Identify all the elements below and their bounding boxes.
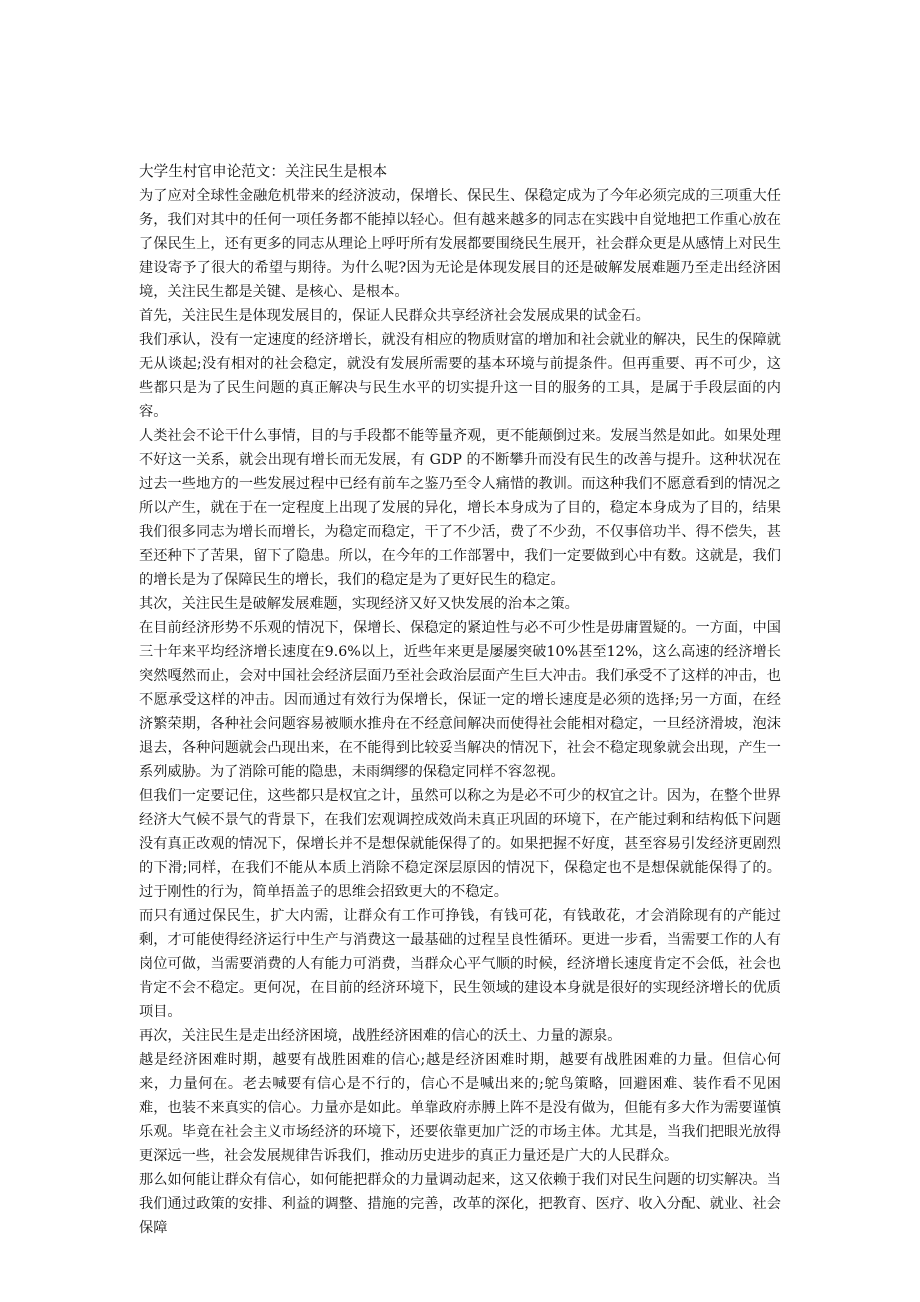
- paragraph-last: 那么如何能让群众有信心，如何能把群众的力量调动起来，这又依赖于我们对民生问题的切实解决。当我们通过政策的安排、利益的调整、措施的完善，改革的深化，把教育、医疗、收入分配、就业、社会保障: [139, 1172, 781, 1236]
- paragraph: 而只有通过保民生，扩大内需，让群众有工作可挣钱，有钱可花，有钱敢花，才会消除现有的产能过剩，才可能使得经济运行中生产与消费这一最基础的过程呈良性循环。更进一步看，当需要工作的人有岗位可做，当需要消费的人有能力可消费，当群众心平气顺的时候，经济增长速度肯定不会低，社会也肯定不会不稳定。更何况，在目前的经济环境下，民生领域的建设本身就是很好的实现经济增长的优质项目。: [139, 908, 781, 1020]
- article-title: 大学生村官申论范文：关注民生是根本: [139, 163, 388, 180]
- paragraph: 但我们一定要记住，这些都只是权宜之计，虽然可以称之为是必不可少的权宜之计。因为，在整个世界经济大气候不景气的背景下，在我们宏观调控成效尚未真正巩固的环境下，在产能过剩和结构低下问题没有真正改观的情况下，保增长并不是想保就能保得了的。如果把握不好度，甚至容易引发经济更剧烈的下滑;同样，在我们不能从本质上消除不稳定深层原因的情况下，保稳定也不是想保就能保得了的。过于刚性的行为，简单捂盖子的思维会招致更大的不稳定。: [139, 788, 781, 900]
- paragraph-intro: 为了应对全球性金融危机带来的经济波动，保增长、保民生、保稳定成为了今年必须完成的三项重大任务，我们对其中的任何一项任务都不能掉以轻心。但有越来越多的同志在实践中自觉地把工作重心放在了保民生上，还有更多的同志从理论上呼吁所有发展都要围绕民生展开，社会群众更是从感情上对民生建设寄予了很大的希望与期待。为什么呢?因为无论是体现发展目的还是破解发展难题乃至走出经济困境，关注民生都是关键、是核心、是根本。: [139, 188, 781, 300]
- paragraph: 越是经济困难时期，越要有战胜困难的信心;越是经济困难时期，越要有战胜困难的力量。但信心何来，力量何在。老去喊要有信心是不行的，信心不是喊出来的;鸵鸟策略，回避困难、装作看不见困难，也装不来真实的信心。力量亦是如此。单靠政府赤膊上阵不是没有做为，但能有多大作为需要谨慎乐观。毕竟在社会主义市场经济的环境下，还要依靠更加广泛的市场主体。尤其是，当我们把眼光放得更深远一些，社会发展规律告诉我们，推动历史进步的真正力量还是广大的人民群众。: [139, 1052, 781, 1164]
- article-body: [139, 160, 781, 1240]
- paragraph-second-point: 其次，关注民生是破解发展难题，实现经济又好又快发展的治本之策。: [139, 596, 579, 612]
- paragraph: 在目前经济形势不乐观的情况下，保增长、保稳定的紧迫性与必不可少性是毋庸置疑的。一方面，中国三十年来平均经济增长速度在9.6%以上，近些年来更是屡屡突破10%甚至12%，这么高速的经济增长突然嘎然而止，会对中国社会经济层面乃至社会政治层面产生巨大冲击。我们承受不了这样的冲击，也不愿承受这样的冲击。因而通过有效行为保增长，保证一定的增长速度是必须的选择;另一方面，在经济繁荣期，各种社会问题容易被顺水推舟在不经意间解决而使得社会能相对稳定，一旦经济滑坡，泡沫退去，各种问题就会凸现出来，在不能得到比较妥当解决的情况下，社会不稳定现象就会出现，产生一系列威胁。为了消除可能的隐患，未雨绸缪的保稳定同样不容忽视。: [139, 620, 781, 780]
- paragraph-third-point: 再次，关注民生是走出经济困境，战胜经济困难的信心的沃土、力量的源泉。: [139, 1028, 622, 1044]
- paragraph-first-point: 首先，关注民生是体现发展目的，保证人民群众共享经济社会发展成果的试金石。: [139, 308, 650, 324]
- paragraph: 人类社会不论干什么事情，目的与手段都不能等量齐观，更不能颠倒过来。发展当然是如此。如果处理不好这一关系，就会出现有增长而无发展，有 GDP 的不断攀升而没有民生的改善与提升。这种状况在过去一些地方的一些发展过程中已经有前车之鉴乃至令人痛惜的教训。而这种我们不愿意看到的情况之所以产生，就在于在一定程度上出现了发展的异化，增长本身成为了目的，稳定本身成为了目的，结果我们很多同志为增长而增长，为稳定而稳定，干了不少活，费了不少劲，不仅事倍功半、得不偿失，甚至还种下了苦果，留下了隐患。所以，在今年的工作部署中，我们一定要做到心中有数。这就是，我们的增长是为了保障民生的增长，我们的稳定是为了更好民生的稳定。: [139, 428, 781, 588]
- paragraph: 我们承认，没有一定速度的经济增长，就没有相应的物质财富的增加和社会就业的解决，民生的保障就无从谈起;没有相对的社会稳定，就没有发展所需要的基本环境与前提条件。但再重要、再不可少，这些都只是为了民生问题的真正解决与民生水平的切实提升这一目的服务的工具，是属于手段层面的内容。: [139, 332, 781, 420]
